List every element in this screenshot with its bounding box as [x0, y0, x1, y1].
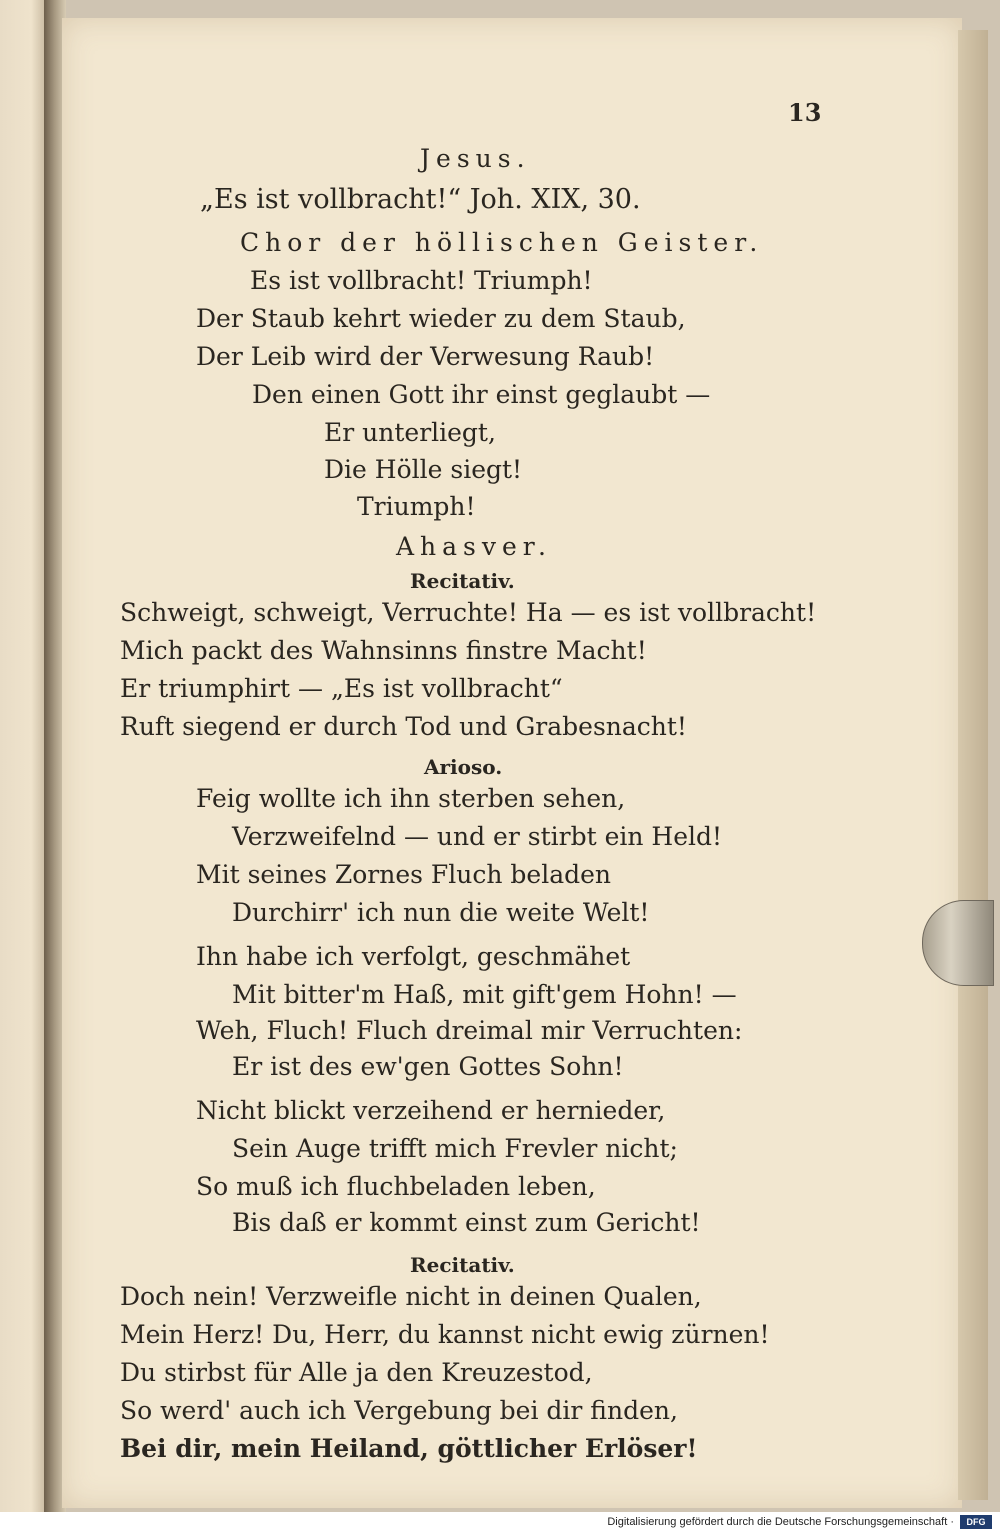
section-heading: Arioso.: [424, 755, 503, 779]
verse-line: Die Hölle siegt!: [324, 455, 523, 484]
verse-line: Du stirbst für Alle ja den Kreuzestod,: [120, 1358, 593, 1387]
verse-line: Durchirr' ich nun die weite Welt!: [232, 898, 650, 927]
verse-line: Der Leib wird der Verwesung Raub!: [196, 342, 655, 371]
verse-line: Bis daß er kommt einst zum Gericht!: [232, 1208, 701, 1237]
verse-line: Den einen Gott ihr einst geglaubt —: [252, 380, 711, 409]
verse-line: So werd' auch ich Vergebung bei dir finden,: [120, 1396, 678, 1425]
verse-line: Ruft siegend er durch Tod und Grabesnacht!: [120, 712, 687, 741]
verse-line: Weh, Fluch! Fluch dreimal mir Verruchten:: [196, 1016, 743, 1045]
speaker-heading: Chor der höllischen Geister.: [240, 228, 764, 257]
verse-line: Feig wollte ich ihn sterben sehen,: [196, 784, 626, 813]
digitization-credit: Digitalisierung gefördert durch die Deutsche Forschungsgemeinschaft ·: [607, 1516, 954, 1528]
speaker-heading: Ahasver.: [396, 532, 552, 561]
page-number: 13: [788, 98, 822, 127]
verse-line: Nicht blickt verzeihend er hernieder,: [196, 1096, 666, 1125]
verse-line: Der Staub kehrt wieder zu dem Staub,: [196, 304, 686, 333]
verse-line: Triumph!: [357, 492, 476, 521]
verse-line: Mit seines Zornes Fluch beladen: [196, 860, 612, 889]
verse-line: Ihn habe ich verfolgt, geschmähet: [196, 942, 631, 971]
verse-line: Mein Herz! Du, Herr, du kannst nicht ewig zürnen!: [120, 1320, 770, 1349]
bible-quote: „Es ist vollbracht!“ Joh. XIX, 30.: [200, 184, 641, 215]
verse-line: Doch nein! Verzweifle nicht in deinen Qualen,: [120, 1282, 702, 1311]
thumb-index-tab: [922, 900, 994, 986]
section-heading: Recitativ.: [410, 1253, 515, 1277]
verse-line: Verzweifelnd — und er stirbt ein Held!: [232, 822, 723, 851]
verse-line: Er triumphirt — „Es ist vollbracht“: [120, 674, 563, 703]
verse-line: Er unterliegt,: [324, 418, 496, 447]
verse-line: Es ist vollbracht! Triumph!: [250, 266, 593, 295]
verse-line: So muß ich fluchbeladen leben,: [196, 1172, 596, 1201]
dfg-logo: DFG: [960, 1515, 992, 1529]
page-stack-edge: [958, 30, 988, 1500]
verse-line: Mit bitter'm Haß, mit gift'gem Hohn! —: [232, 980, 737, 1009]
section-heading: Recitativ.: [410, 569, 515, 593]
verse-line: Mich packt des Wahnsinns finstre Macht!: [120, 636, 647, 665]
verse-line: Schweigt, schweigt, Verruchte! Ha — es ist vollbracht!: [120, 598, 817, 627]
verse-line: Bei dir, mein Heiland, göttlicher Erlöser!: [120, 1434, 698, 1463]
verse-line: Sein Auge trifft mich Frevler nicht;: [232, 1134, 678, 1163]
verse-line: Er ist des ew'gen Gottes Sohn!: [232, 1052, 624, 1081]
speaker-heading: Jesus.: [420, 144, 531, 173]
